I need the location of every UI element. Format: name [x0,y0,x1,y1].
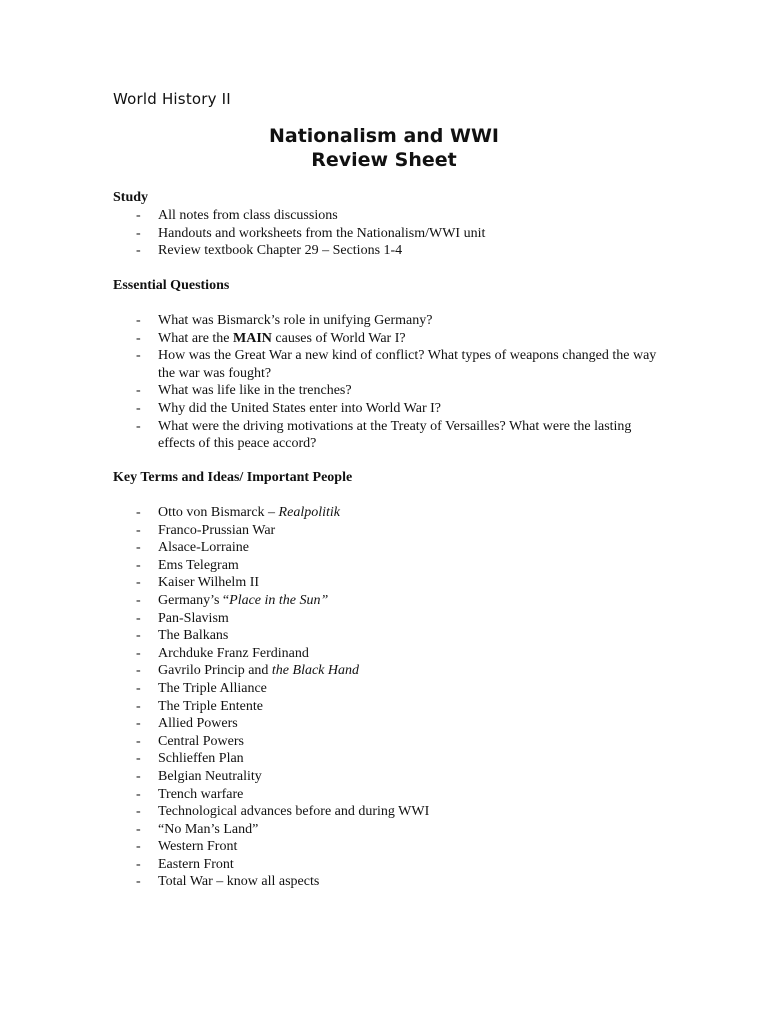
italic-text: Place in the Sun” [229,592,329,608]
item-text: Germany’s “ [158,592,230,608]
list-item: - Why did the United States enter into World War I? [0,400,658,418]
list-item [0,504,658,522]
list-item: - Pan-Slavism [0,610,658,628]
italic-text: Realpolitik [278,505,340,520]
list-item: - Belgian Neutrality [0,768,658,786]
list-item: - Franco-Prussian War [0,522,658,540]
document-title: Nationalism and WWI [268,125,499,147]
list-item: - What was Bismarck’s role in unifying Germany? [0,312,658,330]
list-item: - “No Man’s Land” [0,821,658,839]
list-item: - What was life like in the trenches? [0,382,658,400]
list-item: - Ems Telegram [0,557,658,575]
list-item: - The Triple Entente [0,698,658,716]
list-item [0,662,658,680]
list-item: - Kaiser Wilhelm II [0,574,658,592]
study-list [0,207,658,260]
list-item: - Central Powers [0,733,658,751]
italic-text: the Black Hand [271,663,360,679]
document-subtitle: Review Sheet [311,149,457,171]
list-item: - Review textbook Chapter 29 – Sections 1-4 [0,242,658,260]
essential-questions-heading: Essential Questions [113,278,230,293]
list-item [0,592,658,610]
list-item: - Eastern Front [0,856,658,874]
list-item: - How was the Great War a new kind of conflict? What types of weapons changed the way the war was fought? [0,347,658,382]
study-heading: Study [113,190,149,205]
list-item: - What were the driving motivations at the Treaty of Versailles? What were the lasting effects of this peace accord? [0,418,658,453]
item-text: Otto von Bismarck – [158,505,279,520]
item-text: Gavrilo Princip and [158,663,272,679]
list-item: - Handouts and worksheets from the Nationalism/WWI unit [0,225,658,243]
list-item: - Archduke Franz Ferdinand [0,645,658,663]
list-item: - Schlieffen Plan [0,750,658,768]
list-item [0,330,658,348]
key-terms-list [0,504,658,891]
item-text: causes of World War I? [271,330,406,346]
emphasis-text: MAIN [233,330,272,346]
list-item: - Trench warfare [0,786,658,804]
list-item: - All notes from class discussions [0,207,658,225]
item-text: What are the [158,330,234,346]
list-item: - Total War – know all aspects [0,873,658,891]
list-item: - Alsace-Lorraine [0,539,658,557]
list-item: - The Triple Alliance [0,680,658,698]
list-item: - Allied Powers [0,715,658,733]
essential-questions-list [0,312,658,453]
course-name: World History II [113,90,231,108]
list-item: - Technological advances before and during WWI [0,803,658,821]
list-item: - Western Front [0,838,658,856]
key-terms-heading: Key Terms and Ideas/ Important People [113,470,353,485]
list-item: - The Balkans [0,627,658,645]
